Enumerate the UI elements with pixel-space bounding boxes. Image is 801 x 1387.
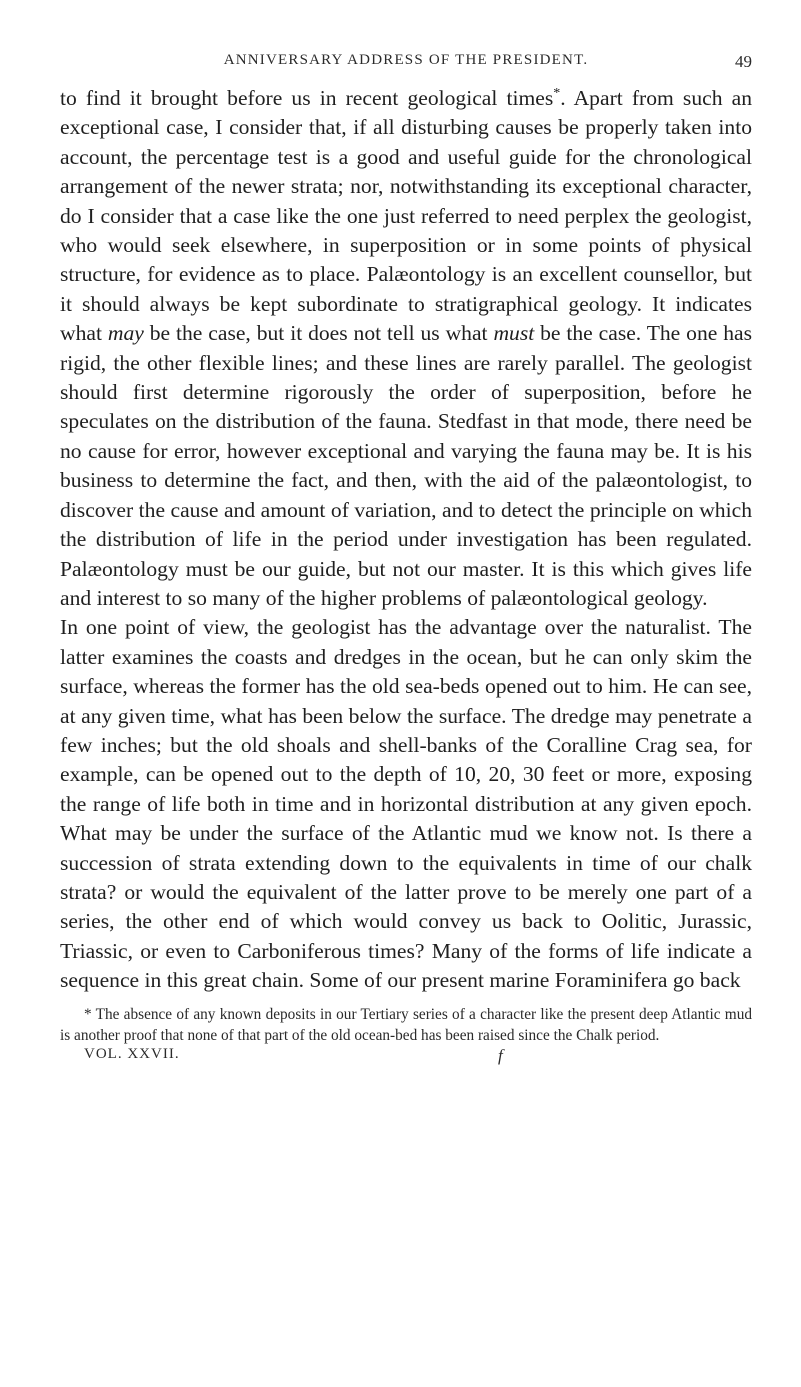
footnote bbox=[60, 1004, 752, 1046]
running-title: ANNIVERSARY ADDRESS OF THE PRESIDENT. bbox=[223, 52, 589, 68]
page-footer bbox=[60, 1046, 752, 1068]
emphasis-must: must bbox=[493, 321, 535, 346]
emphasis-may: may bbox=[107, 321, 144, 346]
paragraph-1-part-b: be the case, but it does not tell us what bbox=[143, 321, 494, 346]
paragraph-1 bbox=[60, 84, 752, 613]
running-head bbox=[60, 52, 752, 78]
paragraph-2: In one point of view, the geologist has the advantage over the naturalist. The latter examines the coasts and dredges in the ocean, but he can only skim the surface, whereas the former has the old sea-beds opened out to him. He can see, at any given time, what has been below the surface. The dredge may penetrate a few inches; but the old shoals and shell-banks of the Coralline Crag sea, for example, can be opened out to the depth of 10, 20, 30 feet or more, exposing the range of life both in time and in horizontal distribution at any given epoch. What may be under the surface of the Atlantic mud we know not. Is there a succession of strata extending down to the equivalents in time of our chalk strata? or would the equivalent of the latter prove to be merely one part of a series, the other end of which would convey us back to Oolitic, Jurassic, Triassic, or even to Carboniferous times? Many of the forms of life indicate a sequence in this great chain. Some of our present marine Foraminifera go back bbox=[60, 615, 752, 993]
page-number: 49 bbox=[735, 52, 752, 71]
body-text bbox=[60, 84, 752, 996]
book-page bbox=[60, 52, 752, 1377]
paragraph-1-opening: to find it brought before us in recent geological times bbox=[60, 86, 554, 110]
paragraph-1-part-a: . Apart from such an exceptional case, I consider that, if all disturbing causes be properly taken into account, the percentage test is a good and useful guide for the chronological arrangement of the newer strata; nor, notwithstanding its exceptional character, do I consider that a case like the one just referred to need perplex the geologist, who would seek elsewhere, in superposition or in some points of physical structure, for evidence as to place. Palæontology is an excellent counsellor, but it should always be kept subordinate to stratigraphical geology. It indicates what bbox=[60, 86, 752, 346]
signature-mark: f bbox=[498, 1045, 503, 1065]
footnote-reference: * bbox=[553, 84, 561, 101]
paragraph-1-part-c: be the case. The one has rigid, the other flexible lines; and these lines are rarely parallel. The geologist should first determine rigorously the order of superposition, before he speculates on the distribution of the fauna. Stedfast in that mode, there need be no cause for error, however exceptional and varying the fauna may be. It is his business to determine the fact, and then, with the aid of the palæontologist, to discover the cause and amount of variation, and to detect the principle on which the distribution of life in the period under investigation has been regulated. Palæontology must be our guide, but not our master. It is this which gives life and interest to so many of the higher problems of palæontological geology. bbox=[60, 321, 753, 610]
footnote-mark: * bbox=[84, 1005, 92, 1023]
volume-label: VOL. XXVII. bbox=[84, 1045, 180, 1062]
footnote-text: The absence of any known deposits in our Tertiary series of a character like the present deep Atlantic mud is another proof that none of that part of the old ocean-bed has been raised since the Chalk period. bbox=[60, 1005, 752, 1044]
